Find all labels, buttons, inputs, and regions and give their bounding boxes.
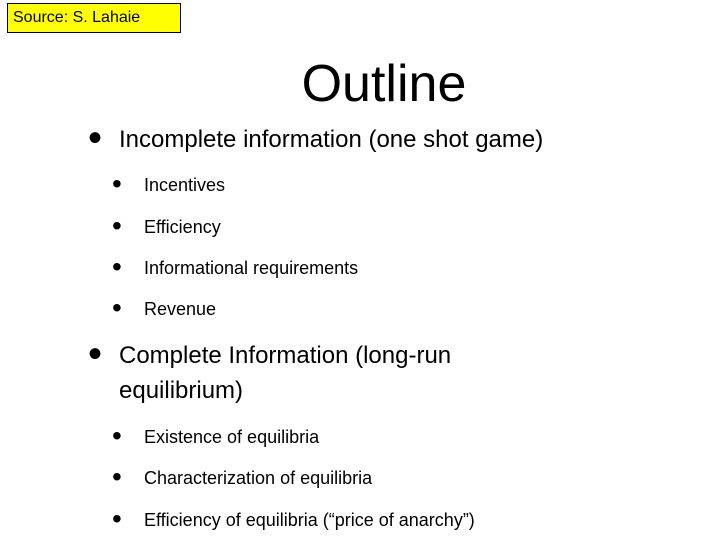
section-1-item-4: Revenue (144, 299, 217, 319)
section-1-item-2: Efficiency (144, 217, 221, 237)
section-1-item-4-bullet: • (112, 292, 122, 323)
source-label: Source: S. Lahaie (7, 3, 181, 33)
section-2-bullet: • (88, 332, 103, 376)
section-2-heading-line-1: Complete Information (long-run (119, 342, 452, 369)
section-2-item-2: Characterization of equilibria (144, 468, 373, 488)
section-1-item-2-bullet: • (112, 210, 122, 241)
section-1-heading: Incomplete information (one shot game) (119, 126, 544, 153)
section-1-item-3-bullet: • (112, 251, 122, 282)
section-1-item-3: Informational requirements (144, 258, 359, 278)
section-1-item-1: Incentives (144, 175, 226, 195)
section-2-item-1-bullet: • (112, 420, 122, 451)
section-2-item-3-bullet: • (112, 503, 122, 534)
section-1-bullet: • (88, 116, 103, 160)
section-2-item-3: Efficiency of equilibria (“price of anarchy”) (144, 510, 475, 530)
section-2-item-1: Existence of equilibria (144, 427, 320, 447)
section-1-item-1-bullet: • (112, 168, 122, 199)
section-2-heading-line-2: equilibrium) (119, 377, 244, 404)
slide-title (0, 53, 720, 115)
slide-title-text: Outline (301, 55, 467, 113)
section-2-item-2-bullet: • (112, 461, 122, 492)
